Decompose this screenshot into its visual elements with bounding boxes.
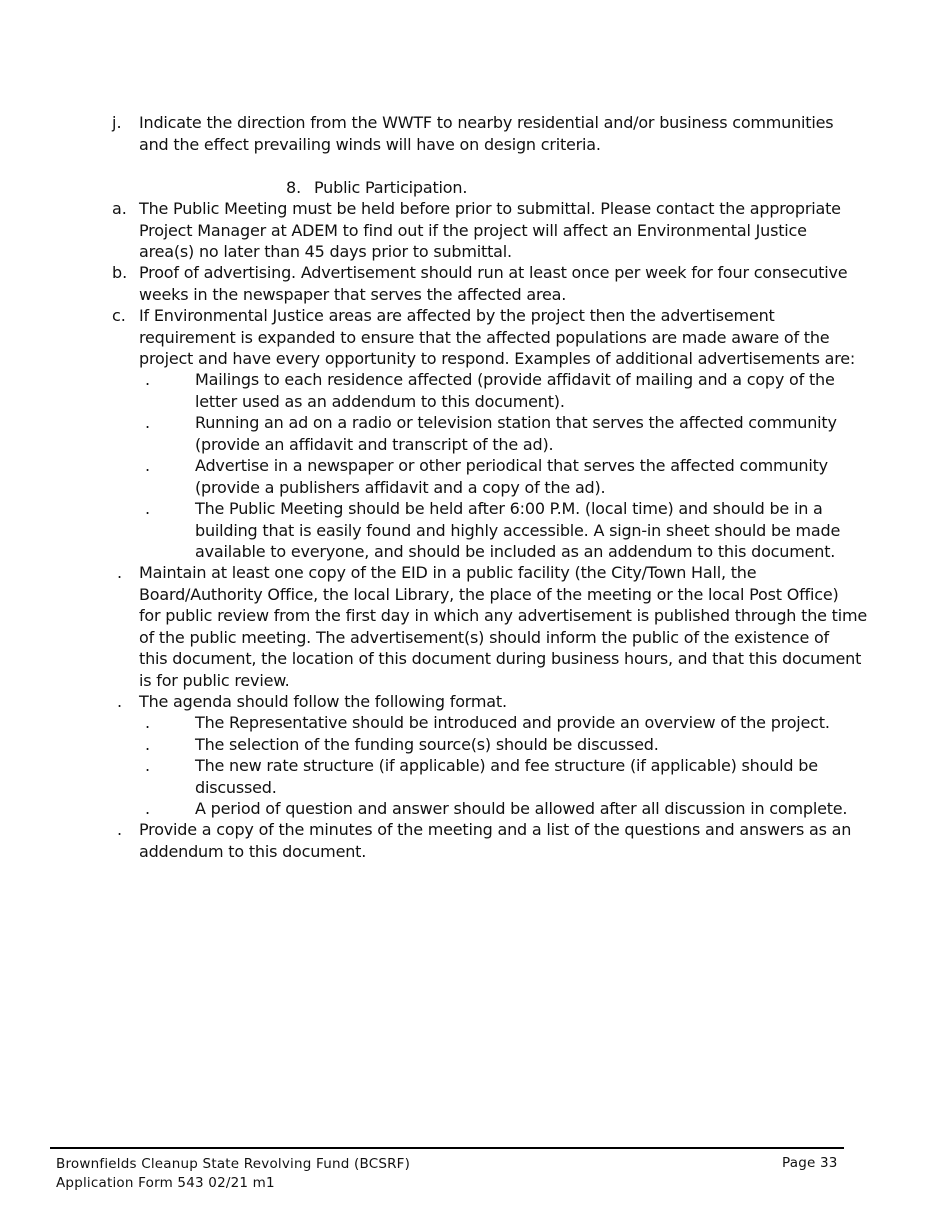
sub-item-marker: . bbox=[145, 370, 151, 389]
item-text-line: and the effect prevailing winds will have on design criteria. bbox=[139, 134, 601, 154]
item-text-line: requirement is expanded to ensure that the affected populations are made aware of the bbox=[139, 327, 830, 347]
item-text-line: Proof of advertising. Advertisement should run at least once per week for four consecutive bbox=[139, 263, 848, 282]
sub-item-text-line: Mailings to each residence affected (provide affidavit of mailing and a copy of the bbox=[195, 370, 835, 389]
footer-form-id: Application Form 543 02/21 m1 bbox=[56, 1175, 275, 1191]
item-marker: j. bbox=[112, 113, 122, 132]
sub-item-marker: . bbox=[145, 756, 151, 775]
item-text-line: If Environmental Justice areas are affected by the project then the advertisement bbox=[139, 306, 775, 325]
item-text-line: project and have every opportunity to respond. Examples of additional advertisements are: bbox=[139, 349, 856, 368]
footer-divider bbox=[50, 1147, 844, 1149]
footer-fund-name: Brownfields Cleanup State Revolving Fund (BCSRF) bbox=[56, 1156, 411, 1172]
section-number: 8. bbox=[286, 178, 302, 197]
item-text-line: Indicate the direction from the WWTF to nearby residential and/or business communities bbox=[139, 113, 834, 132]
item-text-line: Board/Authority Office, the local Library, the place of the meeting or the local Post Office) bbox=[139, 584, 839, 604]
item-text-line: Maintain at least one copy of the EID in a public facility (the City/Town Hall, the bbox=[139, 563, 757, 582]
sub-item-marker: . bbox=[145, 799, 151, 818]
sub-item-text-line: (provide an affidavit and transcript of the ad). bbox=[195, 434, 554, 454]
section-title: Public Participation. bbox=[314, 178, 468, 197]
sub-item-marker: . bbox=[145, 713, 151, 732]
page-number: Page 33 bbox=[782, 1155, 838, 1171]
item-text-line: is for public review. bbox=[139, 670, 290, 690]
sub-item-marker: . bbox=[145, 413, 151, 432]
item-text-line: area(s) no later than 45 days prior to submittal. bbox=[139, 242, 512, 261]
item-marker: b. bbox=[112, 263, 128, 282]
sub-item-marker: . bbox=[145, 499, 151, 518]
item-text-line: this document, the location of this document during business hours, and that this document bbox=[139, 649, 862, 668]
sub-item-text-line: Advertise in a newspaper or other periodical that serves the affected community bbox=[195, 456, 828, 475]
sub-item-text-line: available to everyone, and should be included as an addendum to this document. bbox=[195, 542, 836, 561]
item-text-line: weeks in the newspaper that serves the affected area. bbox=[139, 284, 567, 304]
item-text-line: The agenda should follow the following format. bbox=[139, 692, 507, 711]
item-marker: c. bbox=[112, 306, 126, 325]
sub-item-text-line: A period of question and answer should be allowed after all discussion in complete. bbox=[195, 799, 848, 818]
item-text-line: for public review from the first day in which any advertisement is published through the time bbox=[139, 606, 868, 625]
item-marker: . bbox=[117, 692, 123, 711]
sub-item-text-line: The Representative should be introduced and provide an overview of the project. bbox=[195, 713, 830, 732]
item-marker: . bbox=[117, 563, 123, 582]
item-text-line: The Public Meeting must be held before prior to submittal. Please contact the appropriate bbox=[139, 199, 841, 218]
item-marker: . bbox=[117, 820, 123, 839]
sub-item-text-line: The Public Meeting should be held after 6:00 P.M. (local time) and should be in a bbox=[195, 499, 823, 518]
sub-item-text-line: The selection of the funding source(s) should be discussed. bbox=[195, 735, 659, 754]
sub-item-marker: . bbox=[145, 456, 151, 475]
item-text-line: Project Manager at ADEM to find out if the project will affect an Environmental Justice bbox=[139, 220, 807, 240]
sub-item-text-line: Running an ad on a radio or television station that serves the affected community bbox=[195, 413, 837, 432]
item-text-line: Provide a copy of the minutes of the meeting and a list of the questions and answers as an bbox=[139, 820, 852, 839]
sub-item-text-line: The new rate structure (if applicable) and fee structure (if applicable) should be bbox=[195, 756, 818, 775]
sub-item-text-line: discussed. bbox=[195, 777, 277, 797]
sub-item-text-line: (provide a publishers affidavit and a copy of the ad). bbox=[195, 477, 606, 497]
sub-item-text-line: building that is easily found and highly accessible. A sign-in sheet should be made bbox=[195, 520, 841, 540]
item-text-line: of the public meeting. The advertisement(s) should inform the public of the existence of bbox=[139, 627, 829, 647]
sub-item-text-line: letter used as an addendum to this document). bbox=[195, 391, 565, 411]
item-text-line: addendum to this document. bbox=[139, 841, 367, 861]
sub-item-marker: . bbox=[145, 735, 151, 754]
item-marker: a. bbox=[112, 199, 127, 218]
